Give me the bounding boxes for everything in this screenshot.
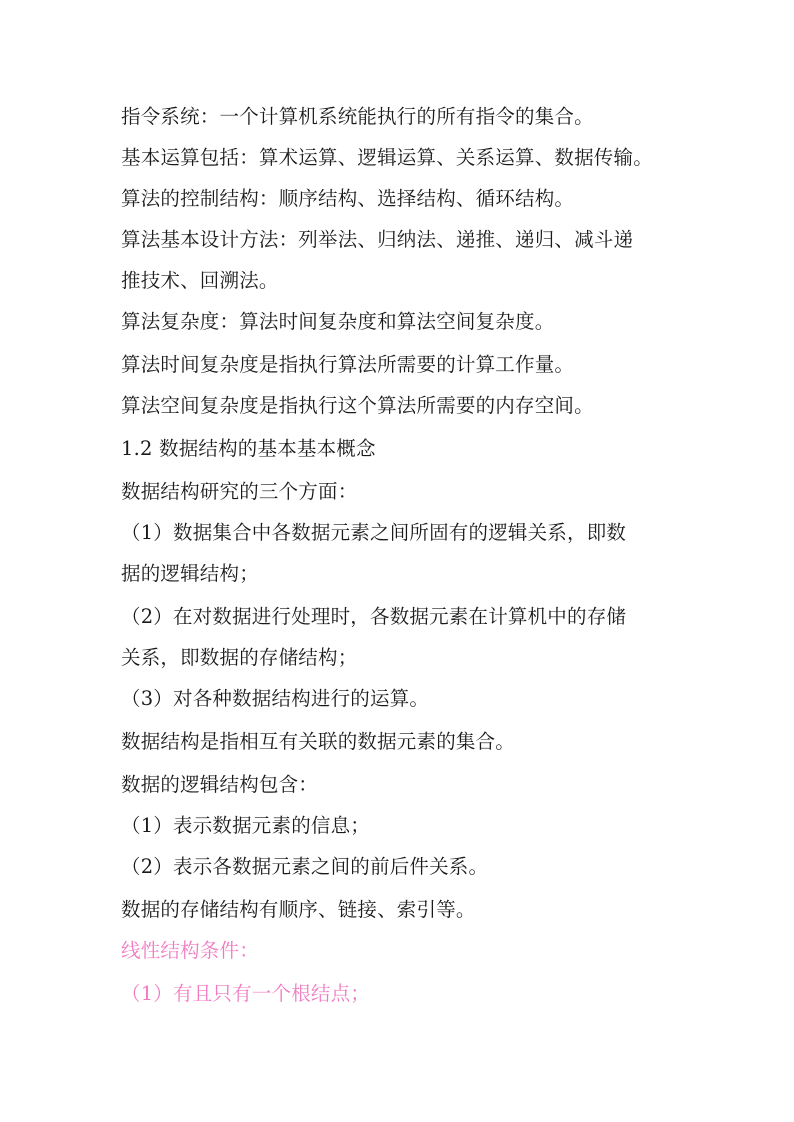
section-heading-1-2: 1.2 数据结构的基本基本概念 — [121, 437, 376, 460]
list-item-2-storage-cont: 关系，即数据的存储结构； — [121, 646, 358, 669]
text-line-storage-types: 数据的存储结构有顺序、链接、索引等。 — [121, 898, 476, 921]
list-item-root-node: （1）有且只有一个根结点； — [121, 982, 371, 1005]
list-item-2-storage: （2）在对数据进行处理时，各数据元素在计算机中的存储 — [121, 605, 627, 628]
text-line-instruction-system: 指令系统：一个计算机系统能执行的所有指令的集合。 — [121, 105, 594, 128]
list-item-relations: （2）表示各数据元素之间的前后件关系。 — [121, 855, 489, 878]
text-line-data-structure-def: 数据结构是指相互有关联的数据元素的集合。 — [121, 730, 516, 753]
text-line-three-aspects: 数据结构研究的三个方面： — [121, 480, 358, 503]
text-line-control-structures: 算法的控制结构：顺序结构、选择结构、循环结构。 — [121, 187, 575, 210]
list-item-1-logical-cont: 据的逻辑结构； — [121, 562, 259, 585]
text-line-time-complexity: 算法时间复杂度是指执行算法所需要的计算工作量。 — [121, 353, 575, 376]
text-line-design-methods-cont: 推技术、回溯法。 — [121, 269, 279, 292]
heading-linear-structure: 线性结构条件： — [121, 939, 259, 962]
list-item-1-logical: （1）数据集合中各数据元素之间所固有的逻辑关系，即数 — [121, 521, 627, 544]
text-line-basic-operations: 基本运算包括：算术运算、逻辑运算、关系运算、数据传输。 — [121, 146, 653, 169]
text-line-design-methods: 算法基本设计方法：列举法、归纳法、递推、递归、减斗递 — [121, 228, 634, 251]
text-line-space-complexity: 算法空间复杂度是指执行这个算法所需要的内存空间。 — [121, 394, 594, 417]
list-item-element-info: （1）表示数据元素的信息； — [121, 814, 371, 837]
text-line-complexity: 算法复杂度：算法时间复杂度和算法空间复杂度。 — [121, 310, 555, 333]
list-item-3-operations: （3）对各种数据结构进行的运算。 — [121, 687, 430, 710]
text-line-logical-structure-contains: 数据的逻辑结构包含： — [121, 773, 319, 796]
